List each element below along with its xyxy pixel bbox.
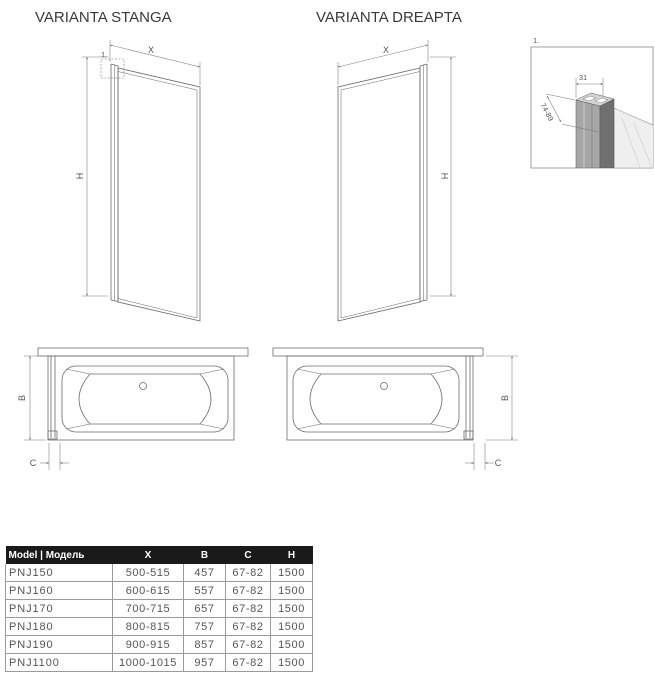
glass-panel-outline — [118, 68, 200, 321]
right-c-label: C — [494, 458, 502, 468]
header-h: H — [271, 546, 313, 564]
table-row — [6, 636, 313, 654]
cell-b: 657 — [184, 600, 226, 618]
cell-x: 800-815 — [113, 618, 184, 636]
bathtub-rim — [62, 366, 228, 432]
cell-c: 67-82 — [226, 600, 271, 618]
basin-corner-line — [66, 424, 90, 429]
cell-model: PNJ170 — [6, 600, 113, 618]
glass-panel-top-inner-edge — [118, 72, 197, 91]
left-b-label: B — [17, 394, 27, 402]
table-row — [6, 600, 313, 618]
dimension-table — [5, 546, 313, 672]
cell-b: 757 — [184, 618, 226, 636]
cell-model: PNJ190 — [6, 636, 113, 654]
glass-panel-bottom-inner-edge — [118, 299, 197, 319]
cell-c: 67-82 — [226, 654, 271, 672]
cell-c: 67-82 — [226, 618, 271, 636]
cell-model: PNJ180 — [6, 618, 113, 636]
cell-h: 1500 — [271, 600, 313, 618]
profile-detail — [531, 36, 655, 168]
right-bath-plan — [273, 348, 483, 440]
cell-h: 1500 — [271, 582, 313, 600]
cell-h: 1500 — [271, 564, 313, 582]
header-b: B — [184, 546, 226, 564]
detail-depth-label: 74-89 — [538, 101, 556, 123]
cell-h: 1500 — [271, 636, 313, 654]
bathtub-outline — [48, 356, 234, 440]
screen-hinge-block — [48, 431, 57, 439]
detail-profile-right-face — [600, 99, 614, 168]
bathtub-basin — [79, 374, 211, 424]
left-x-label: X — [147, 45, 155, 55]
cell-c: 67-82 — [226, 582, 271, 600]
detail-box-label: 1. — [533, 36, 540, 45]
cell-model: PNJ1100 — [6, 654, 113, 672]
cell-b: 957 — [184, 654, 226, 672]
cell-c: 67-82 — [226, 636, 271, 654]
header-model: Model | Модель — [6, 546, 113, 564]
cell-b: 457 — [184, 564, 226, 582]
basin-corner-line — [200, 424, 224, 429]
basin-corner-line — [200, 369, 224, 374]
right-drain — [381, 383, 388, 390]
right-screen-elevation — [338, 40, 456, 321]
detail-profile-left-face — [576, 100, 600, 168]
table-header-row — [6, 546, 313, 564]
right-b-label: B — [500, 394, 510, 402]
cell-b: 557 — [184, 582, 226, 600]
basin-corner-line — [66, 369, 90, 374]
cell-x: 900-915 — [113, 636, 184, 654]
right-variant-title: VARIANTA DREAPTA — [316, 9, 462, 26]
right-h-label: H — [440, 172, 450, 180]
cell-model: PNJ150 — [6, 564, 113, 582]
cell-x: 700-715 — [113, 600, 184, 618]
cell-h: 1500 — [271, 618, 313, 636]
right-x-label: X — [382, 45, 390, 55]
left-bath-plan — [38, 348, 248, 440]
cell-c: 67-82 — [226, 564, 271, 582]
cell-x: 600-615 — [113, 582, 184, 600]
left-h-label: H — [75, 172, 85, 180]
cell-x: 500-515 — [113, 564, 184, 582]
left-variant-title: VARIANTA STANGA — [35, 9, 172, 26]
table-row — [6, 582, 313, 600]
cell-model: PNJ160 — [6, 582, 113, 600]
left-drain — [140, 383, 147, 390]
cell-b: 857 — [184, 636, 226, 654]
header-x: X — [113, 546, 184, 564]
header-c: C — [226, 546, 271, 564]
table-row — [6, 618, 313, 636]
table-row — [6, 564, 313, 582]
x-dimension-line — [110, 45, 200, 67]
wall-strip — [38, 348, 248, 356]
cell-h: 1500 — [271, 654, 313, 672]
detail-width-label: 31 — [578, 73, 588, 82]
cell-x: 1000-1015 — [113, 654, 184, 672]
left-c-label: C — [29, 458, 37, 468]
table-row — [6, 654, 313, 672]
detail-callout-label: 1. — [101, 50, 108, 59]
left-screen-elevation — [82, 40, 200, 321]
